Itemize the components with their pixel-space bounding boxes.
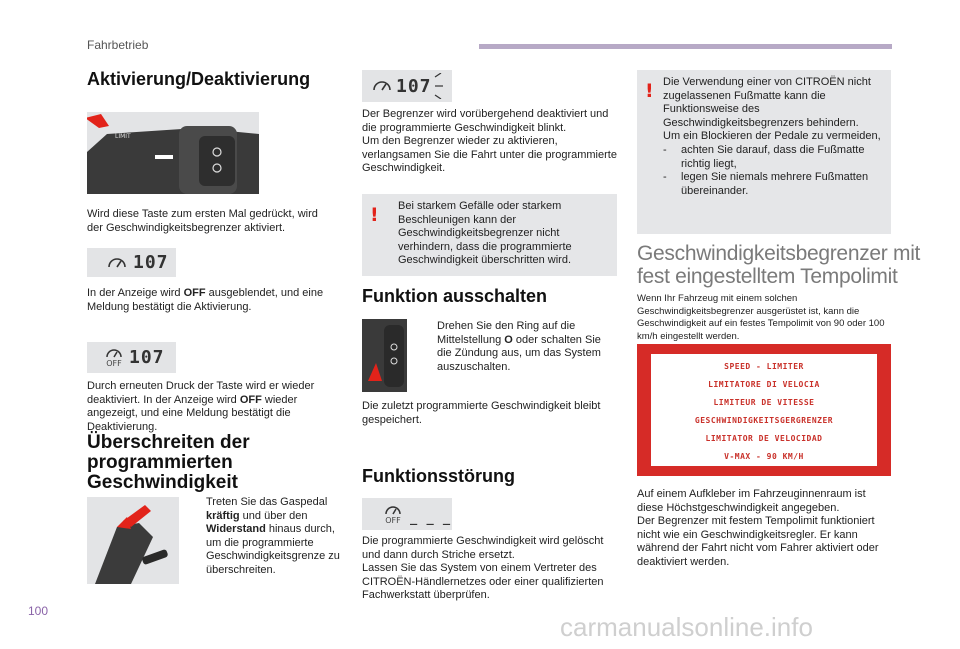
blink-rays-icon — [433, 73, 445, 99]
speed-limiter-icon — [384, 504, 402, 516]
section-label: Fahrbetrieb — [87, 38, 149, 52]
warning-list-item-1: achten Sie darauf, dass die Fußmatte richtig liegt, — [681, 144, 865, 170]
paragraph-service: Lassen Sie das System von einem Vertreter des CITROËN-Händlernetzes oder einer qualifizierten Fachwerkstatt überprüfen. — [362, 562, 604, 601]
paragraph-activate: Wird diese Taste zum ersten Mal gedrückt, wird der Geschwindigkeitsbegrenzer aktiviert. — [87, 208, 318, 234]
warning-box-slope — [362, 194, 617, 276]
warning-icon: ! — [645, 80, 654, 102]
dash-marker: - — [663, 171, 667, 183]
lcd-off-label: OFF — [106, 359, 122, 368]
warning-list-item-2: legen Sie niemals mehrere Fußmatten übereinander. — [681, 171, 869, 197]
paragraph-off-hidden: In der Anzeige wird OFF ausgeblendet, und eine Meldung bestätigt die Aktivierung. — [87, 287, 324, 313]
paragraph-blink: Der Begrenzer wird vorübergehend deaktiviert und die programmierte Geschwindigkeit blinkt. — [362, 108, 609, 134]
heading-exceed-speed: Überschreiten der programmierten Geschwindigkeit — [87, 432, 250, 493]
heading-activation: Aktivierung/Deaktivierung — [87, 69, 311, 89]
heading-switch-off: Funktion ausschalten — [362, 286, 548, 306]
lcd-speed-value: 107 — [133, 252, 169, 273]
sticker-text-lines — [651, 354, 877, 466]
sticker-label-area — [651, 354, 877, 466]
sticker-line: LIMITATORE DI VELOCIA — [708, 380, 820, 389]
ring-illustration-svg — [362, 319, 407, 392]
pedal-illustration-svg — [87, 497, 179, 584]
warning-text-pedals: Um ein Blockieren der Pedale zu vermeiden, — [663, 130, 881, 142]
warning-text-slope: Bei starkem Gefälle oder starkem Beschleunigen kann der Geschwindigkeitsbegrenzer nicht verhindern, dass die programmierte Geschwindigkeit überschritten wird. — [398, 200, 572, 266]
ring-switch-illustration — [362, 319, 407, 392]
sticker-line: LIMITATOR DE VELOCIDAD — [705, 434, 823, 443]
stalk-illustration-svg — [87, 112, 259, 194]
lcd-display-active — [87, 248, 176, 277]
sticker-line: GESCHWINDIGKEITSGERGRENZER — [694, 416, 834, 425]
bullet-press-pedal: Treten Sie das Gaspedal kräftig und über den Widerstand hinaus durch, um die programmierte Geschwindigkeitsgrenze zu überschreiten. — [206, 496, 340, 576]
lcd-speed-value: 107 — [129, 347, 165, 368]
heading-fixed-limiter: Geschwindigkeitsbegrenzer mit fest eingestelltem Tempolimit — [637, 242, 921, 288]
paragraph-stored: Die zuletzt programmierte Geschwindigkeit bleibt gespeichert. — [362, 400, 601, 426]
bullet-turn-ring: Drehen Sie den Ring auf die Mittelstellung O oder schalten Sie die Zündung aus, um das System auszuschalten. — [437, 320, 601, 373]
paragraph-deactivate: Durch erneuten Druck der Taste wird er wieder deaktiviert. In der Anzeige wird OFF wieder angezeigt, und eine Meldung bestätigt die Deaktivierung. — [87, 380, 315, 433]
lcd-dashes: _ _ _ — [410, 511, 452, 525]
lcd-speed-value: 107 — [396, 75, 432, 97]
stalk-label: LIMIT — [115, 133, 131, 140]
watermark: carmanualsonline.info — [560, 612, 813, 642]
page-number: 100 — [28, 604, 49, 618]
sticker-line: LIMITEUR DE VITESSE — [713, 398, 815, 407]
warning-box-floormat — [637, 70, 891, 234]
speed-limiter-icon — [372, 78, 392, 94]
paragraph-reactivate: Um den Begrenzer wieder zu aktivieren, verlangsamen Sie die Fahrt unter die programmierte Geschwindigkeit. — [362, 135, 617, 174]
heading-malfunction: Funktionsstörung — [362, 466, 515, 486]
warning-icon: ! — [370, 204, 379, 226]
lcd-display-off — [87, 342, 176, 373]
dash-marker: - — [663, 144, 667, 156]
paragraph-sticker: Auf einem Aufkleber im Fahrzeuginnenraum ist diese Höchstgeschwindigkeit angegeben. — [637, 488, 866, 514]
header-rule — [479, 44, 892, 49]
paragraph-fixed-intro: Wenn Ihr Fahrzeug mit einem solchen Geschwindigkeitsbegrenzer ausgerüstet ist, kann die Geschwindigkeit auf ein festes Tempolimit von 90 oder 100 km/h eingestellt werden. — [637, 293, 885, 342]
lcd-display-fault — [362, 498, 452, 530]
lcd-off-label: OFF — [385, 515, 401, 525]
lcd-display-blinking — [362, 70, 452, 102]
speed-limiter-icon — [107, 255, 127, 271]
speed-limiter-icon — [105, 347, 123, 359]
speed-limit-sticker — [637, 344, 891, 476]
sticker-line: V-MAX - 90 KM/H — [724, 452, 804, 461]
accelerator-pedal-illustration — [87, 497, 179, 584]
paragraph-cleared: Die programmierte Geschwindigkeit wird gelöscht und dann durch Striche ersetzt. — [362, 535, 604, 561]
sticker-line: SPEED - LIMITER — [724, 362, 804, 371]
warning-text-floormat: Die Verwendung einer von CITROËN nicht zugelassenen Fußmatte kann die Funktionsweise des Geschwindigkeitsbegrenzers behindern. — [663, 76, 871, 129]
paragraph-not-regulator: Der Begrenzer mit festem Tempolimit funktioniert nicht wie ein Geschwindigkeitsregler. Er kann während der Fahrt nicht vom Fahrer aktiviert oder deaktiviert werden. — [637, 515, 879, 568]
stalk-button-illustration — [87, 112, 259, 194]
